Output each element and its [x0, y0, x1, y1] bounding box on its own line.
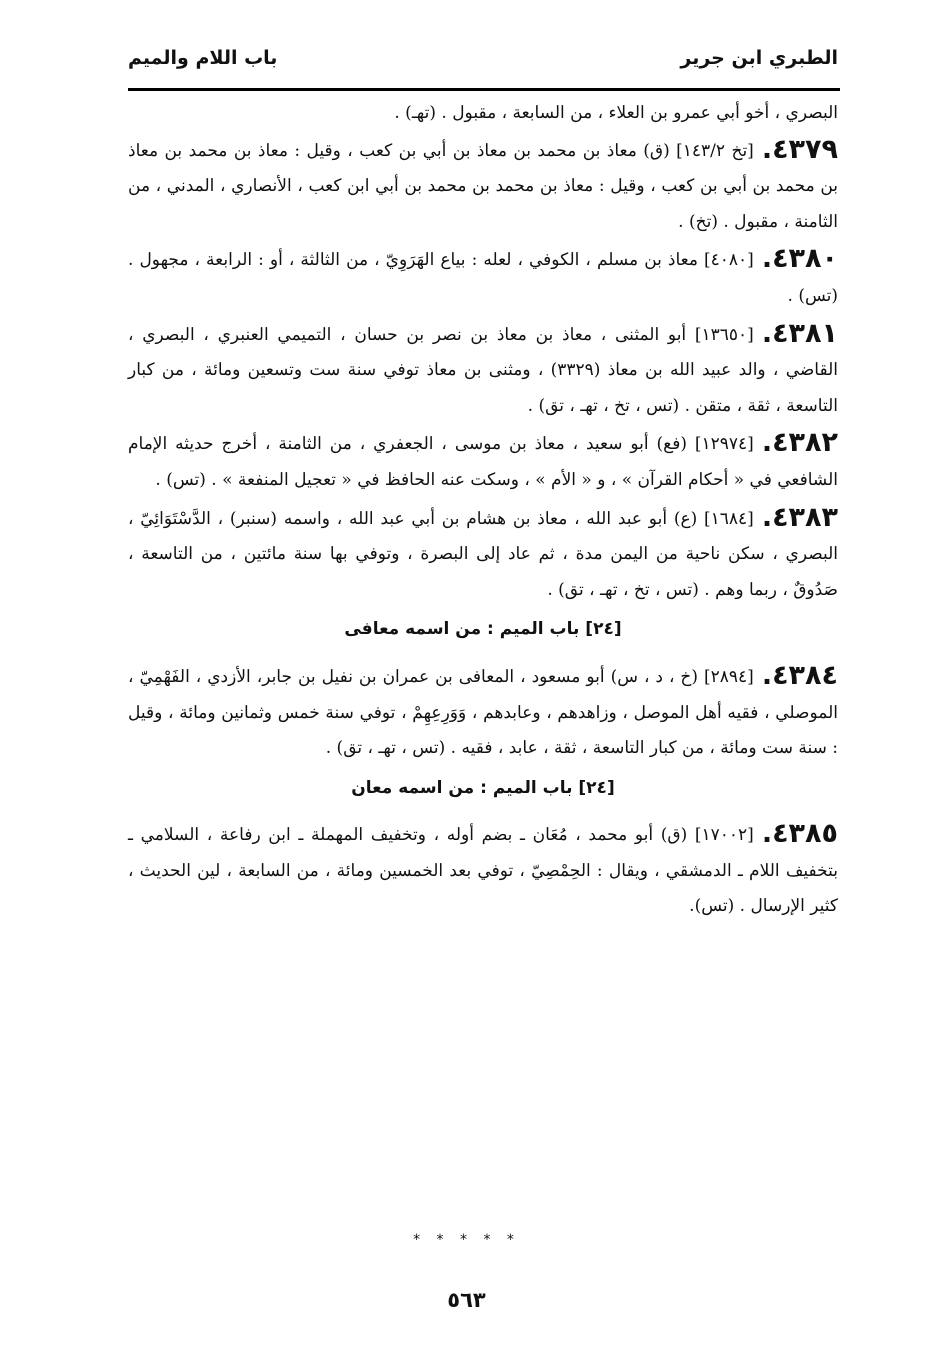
entry-number: ٤٣٨١. — [761, 317, 838, 349]
entry-4380 — [128, 241, 838, 314]
entry-4381 — [128, 316, 838, 425]
entry-number: ٤٣٨٢. — [761, 427, 838, 459]
entry-text: [٤٠٨٠] معاذ بن مسلم ، الكوفي ، لعله : بياع الهَرَوِيّ ، من الثالثة ، أو : الرابعة ، مجهول . (تس) . — [128, 250, 838, 306]
entry-text: [١٦٨٤] (ع) أبو عبد الله ، معاذ بن هشام بن أبي عبد الله ، واسمه (سنبر) ، الدَّسْتَوَائِيّ ، البصري ، سكن ناحية من اليمن مدة ، ثم عاد إلى البصرة ، وتوفي بها سنة مائتين ، من التاسعة ، صَدُوقٌ ، ربما وهم . (تس ، تخ ، تهـ ، تق) . — [128, 508, 838, 600]
entry-text: [١٧٠٠٢] (ق) أبو محمد ، مُعَان ـ بضم أوله ، وتخفيف المهملة ـ ابن رفاعة ، السلامي ـ بتخفيف اللام ـ الدمشقي ، ويقال : الحِمْصِيّ ، توفي بعد الخمسين ومائة ، من السابعة ، لين الحديث ، كثير الإرسال . (تس). — [128, 825, 838, 917]
entry-text: [٢٨٩٤] (خ ، د ، س) أبو مسعود ، المعافى بن عمران بن نفيل بن جابر، الأزدي ، الفَهْمِيّ ، الموصلي ، فقيه أهل الموصل ، وزاهدهم ، وعابدهم ، وَوَرِعِهِمْ ، توفي سنة خمس وثمانين ومائة ، وقيل : سنة ست ومائة ، من كبار التاسعة ، ثقة ، عابد ، فقيه . (تس ، تهـ ، تق) . — [128, 666, 838, 759]
entry-4382 — [128, 425, 838, 498]
section-heading-muan: [٢٤] باب الميم : من اسمه معان — [351, 777, 615, 798]
page-body — [128, 96, 838, 926]
entry-4384 — [128, 658, 838, 767]
entry-text: [١٢٩٧٤] (فع) أبو سعيد ، معاذ بن موسى ، الجعفري ، من الثامنة ، أخرج حديثه الإمام الشافعي في « أحكام القرآن » ، و « الأم » ، وسكت عنه الحافظ في « تعجيل المنفعة » . (تس) . — [128, 434, 838, 490]
entry-4383 — [128, 500, 838, 609]
entry-number: ٤٣٨٣. — [761, 501, 838, 533]
entry-4379 — [128, 132, 838, 241]
entry-number: ٤٣٧٩. — [761, 133, 838, 165]
entry-text: [تخ ١٤٣/٢] (ق) معاذ بن محمد بن معاذ بن أبي بن كعب ، وقيل : معاذ بن محمد بن معاذ بن محمد بن أبي بن كعب ، وقيل : معاذ بن محمد بن محمد بن أبي ابن كعب ، الأنصاري ، المدني ، من الثامنة ، مقبول . (تخ) . — [128, 140, 838, 232]
running-header — [128, 38, 838, 78]
header-chapter-title: باب اللام والميم — [128, 47, 278, 69]
entry-text: [١٣٦٥٠] أبو المثنى ، معاذ بن معاذ بن نصر بن حسان ، التميمي العنبري ، البصري ، القاضي ، والد عبيد الله بن معاذ (٣٣٢٩) ، ومثنى بن معاذ توفي سنة ست وتسعين ومائة ، من كبار التاسعة ، ثقة ، متقن . (تس ، تخ ، تهـ ، تق) . — [128, 324, 838, 416]
section-end-stars: * * * * * — [413, 1232, 520, 1248]
header-rule — [128, 88, 840, 91]
entry-4385 — [128, 816, 838, 925]
section-heading-muafa: [٢٤] باب الميم : من اسمه معافى — [344, 619, 622, 640]
entry-number: ٤٣٨٠. — [761, 243, 838, 275]
page-number: ٥٦٣ — [447, 1288, 486, 1312]
entry-number: ٤٣٨٥. — [761, 818, 838, 850]
entry-number: ٤٣٨٤. — [761, 659, 838, 691]
header-book-title: الطبري ابن جرير — [680, 47, 838, 69]
intro-paragraph: البصري ، أخو أبي عمرو بن العلاء ، من السابعة ، مقبول . (تهـ) . — [394, 103, 838, 123]
